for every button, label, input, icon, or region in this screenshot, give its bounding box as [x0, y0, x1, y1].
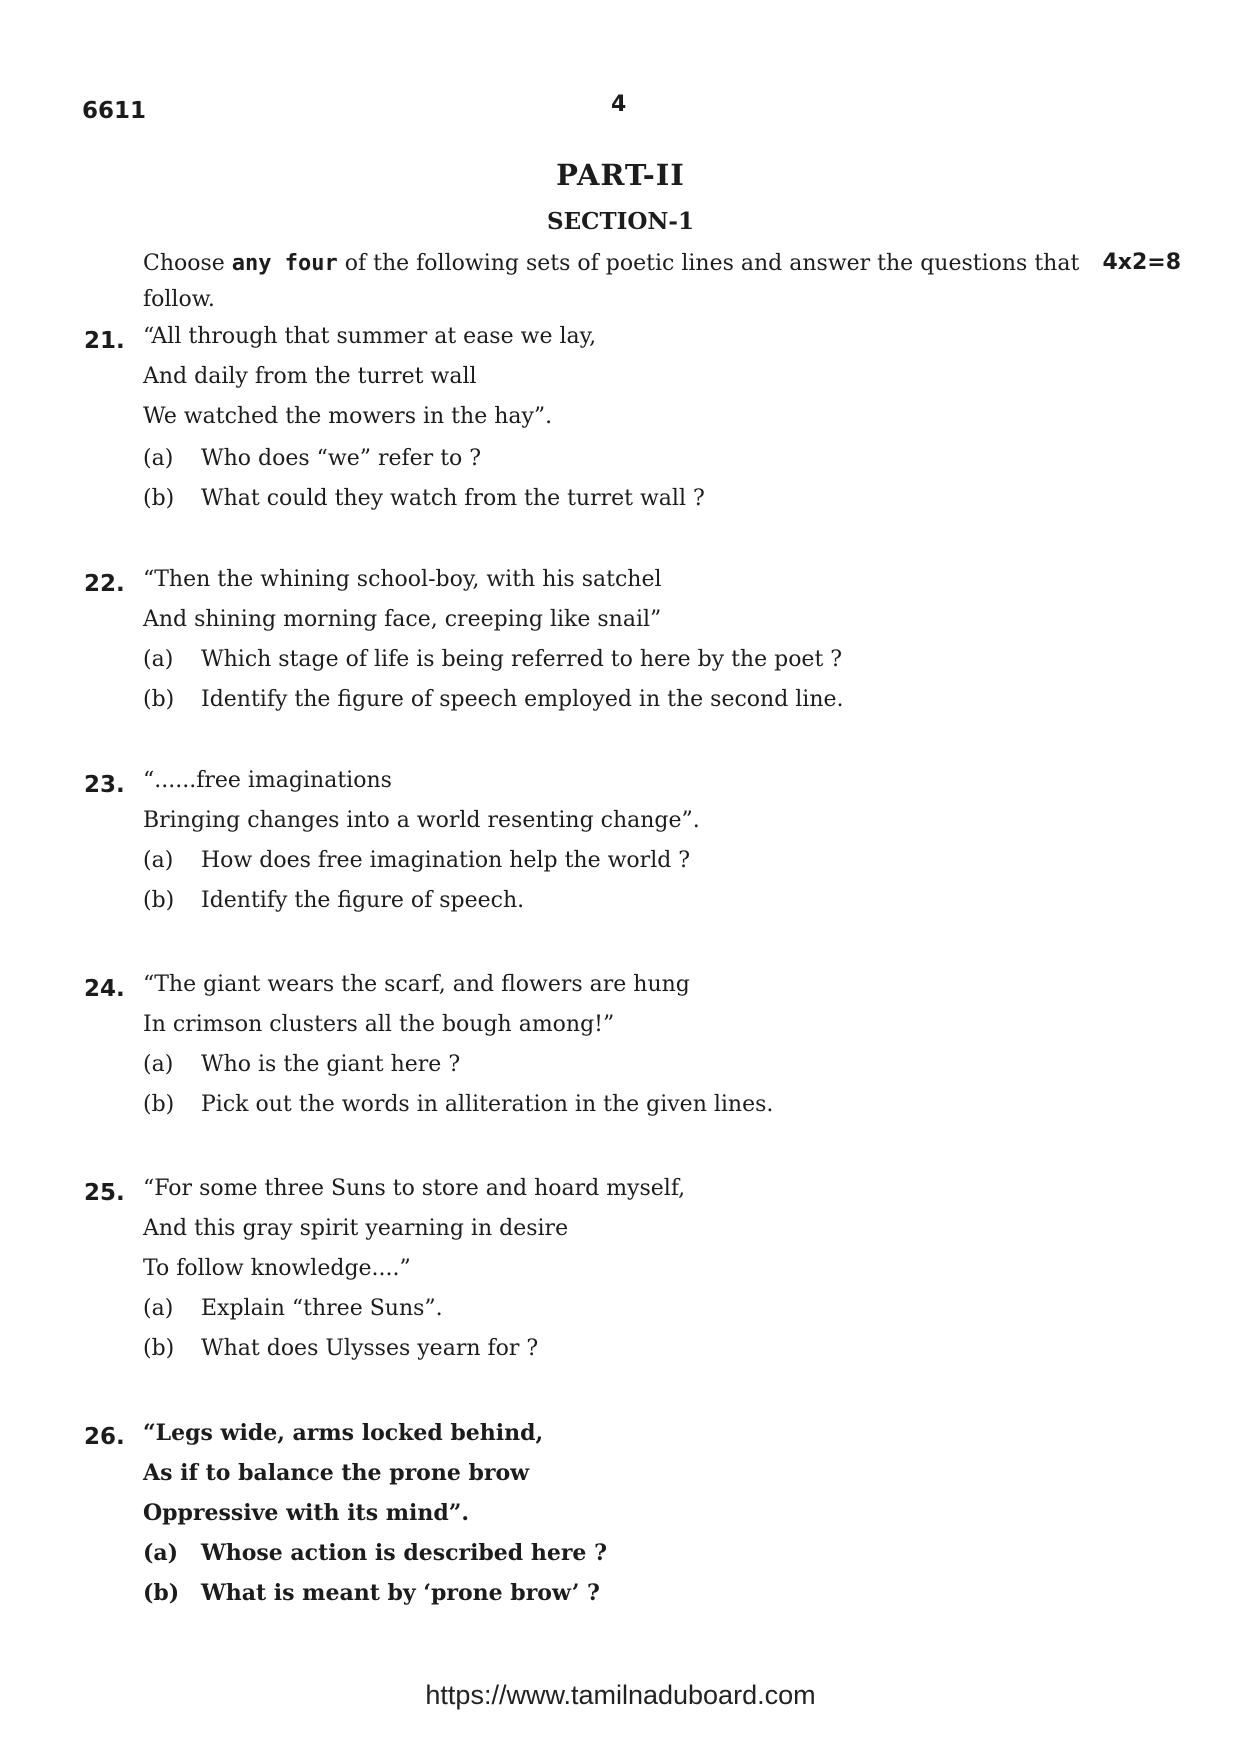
question-number: 26. — [84, 1424, 125, 1450]
poem-line: “All through that summer at ease we lay, — [143, 324, 597, 349]
sub-label: (b) — [143, 1092, 175, 1117]
poem-line: Bringing changes into a world resenting change”. — [143, 808, 700, 833]
sub-text: What could they watch from the turret wall ? — [201, 486, 705, 511]
instruction-pre: Choose — [143, 251, 232, 276]
marks: 4x2=8 — [1102, 250, 1181, 275]
sub-text: Pick out the words in alliteration in the given lines. — [201, 1092, 774, 1117]
instruction-bold: any four — [231, 251, 338, 276]
question-number: 24. — [84, 976, 125, 1002]
sub-text: Identify the figure of speech. — [201, 888, 525, 913]
sub-question-a — [143, 1052, 460, 1077]
sub-label: (b) — [143, 486, 175, 511]
poem-line: Oppressive with its mind”. — [143, 1500, 470, 1526]
poem-line: And daily from the turret wall — [143, 364, 477, 389]
sub-question-a — [143, 1296, 443, 1321]
page-number: 4 — [611, 92, 627, 117]
section-title: SECTION-1 — [547, 208, 694, 235]
sub-question-b — [143, 687, 844, 712]
sub-question-a — [143, 446, 481, 471]
sub-question-a — [143, 647, 842, 672]
sub-label: (b) — [143, 687, 175, 712]
poem-line: And shining morning face, creeping like snail” — [143, 607, 662, 632]
poem-line: To follow knowledge....” — [143, 1256, 411, 1281]
sub-question-b — [143, 888, 524, 913]
sub-question-b — [143, 486, 705, 511]
sub-question-b — [143, 1580, 600, 1606]
sub-question-b — [143, 1092, 773, 1117]
sub-label: (b) — [143, 1580, 180, 1606]
sub-label: (a) — [143, 647, 174, 672]
question-number: 25. — [84, 1180, 125, 1206]
sub-question-a — [143, 848, 690, 873]
paper-code: 6611 — [82, 98, 147, 124]
question-number: 23. — [84, 772, 125, 798]
sub-text: How does free imagination help the world ? — [201, 848, 691, 873]
poem-line: “Legs wide, arms locked behind, — [143, 1420, 544, 1446]
sub-label: (a) — [143, 1296, 174, 1321]
instruction-post: of the following sets of poetic lines and answer the questions that follow. — [143, 251, 1080, 312]
sub-text: Who is the giant here ? — [201, 1052, 461, 1077]
poem-line: As if to balance the prone brow — [143, 1460, 530, 1486]
sub-text: What does Ulysses yearn for ? — [201, 1336, 539, 1361]
sub-label: (a) — [143, 848, 174, 873]
sub-question-a — [143, 1540, 607, 1566]
sub-text: Which stage of life is being referred to here by the poet ? — [201, 647, 843, 672]
sub-label: (b) — [143, 888, 175, 913]
sub-text: Explain “three Suns”. — [201, 1296, 443, 1321]
sub-text: What is meant by ‘prone brow’ ? — [201, 1580, 600, 1606]
instruction — [143, 246, 1103, 318]
poem-line: We watched the mowers in the hay”. — [143, 404, 553, 429]
sub-label: (a) — [143, 1052, 174, 1077]
sub-label: (b) — [143, 1336, 175, 1361]
sub-label: (a) — [143, 446, 174, 471]
sub-question-b — [143, 1336, 538, 1361]
part-title: PART-II — [556, 158, 685, 192]
poem-line: “For some three Suns to store and hoard myself, — [143, 1176, 686, 1201]
sub-label: (a) — [143, 1540, 179, 1566]
poem-line: “......free imaginations — [143, 768, 392, 793]
sub-text: Identify the figure of speech employed in the second line. — [201, 687, 844, 712]
question-number: 21. — [84, 328, 125, 354]
poem-line: “Then the whining school-boy, with his satchel — [143, 567, 662, 592]
poem-line: And this gray spirit yearning in desire — [143, 1216, 569, 1241]
footer-url[interactable]: https://www.tamilnaduboard.com — [425, 1680, 816, 1710]
question-number: 22. — [84, 571, 125, 597]
sub-text: Whose action is described here ? — [201, 1540, 607, 1566]
poem-line: In crimson clusters all the bough among!” — [143, 1012, 615, 1037]
poem-line: “The giant wears the scarf, and flowers are hung — [143, 972, 690, 997]
sub-text: Who does “we” refer to ? — [201, 446, 482, 471]
